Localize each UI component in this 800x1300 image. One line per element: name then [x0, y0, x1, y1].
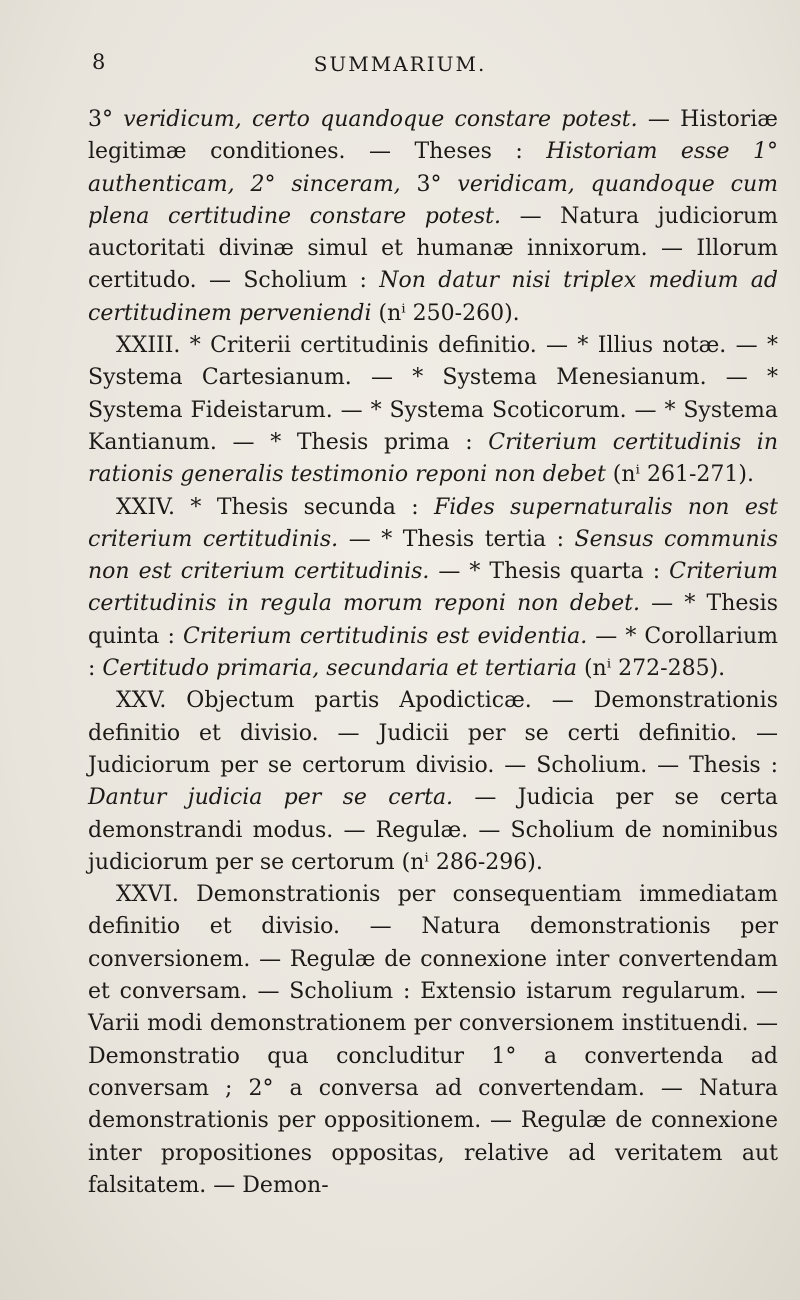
paragraph-xxiv [88, 492, 778, 686]
italic-text-segment: Criterium certitudinis in regula morum reponi non debet. [88, 559, 778, 617]
italic-text-segment: Criterium certitudinis est evidentia. [182, 623, 588, 649]
text-segment: (nⁱ 250-260). [371, 300, 520, 326]
text-segment: (nⁱ 261-271). [605, 462, 754, 488]
page-header [0, 46, 800, 86]
text-segment: — Judicia per se certa demonstrandi modus. — Regulæ. — Scholium de nominibus judiciorum per se certorum (nⁱ 286-296). [88, 785, 778, 875]
italic-text-segment: Non datur nisi triplex medium ad certitudinem perveniendi [88, 268, 778, 326]
text-segment: XXV. Objectum partis Apodicticæ. — Demonstrationis definitio et divisio. — Judicii per se certi definitio. — Judiciorum per se certorum divisio. — Scholium. — Thesis : [88, 688, 778, 778]
italic-text-segment: Fides supernaturalis non est criterium certitudinis. [88, 494, 778, 552]
text-segment: (nⁱ 272-285). [576, 656, 726, 682]
body-text [88, 104, 778, 1202]
text-segment: — Historiæ legitimæ conditiones. — Theses : [88, 107, 778, 165]
text-segment: 3° [400, 171, 458, 197]
paragraph-continuation [88, 104, 778, 330]
italic-text-segment: Certitudo primaria, secundaria et tertiaria [102, 656, 577, 682]
text-segment: — Natura judiciorum auctoritati divinæ simul et humanæ innixorum. — Illorum certitudo. — Scholium : [88, 203, 778, 294]
italic-text-segment: veridicum, certo quandoque constare potest. [123, 107, 638, 132]
text-segment: XXIV. * Thesis secunda : [116, 494, 435, 520]
text-segment: — * Thesis tertia : [338, 526, 575, 552]
italic-text-segment: Criterium certitudinis in rationis generalis testimonio reponi non debet [88, 429, 778, 488]
italic-text-segment: Historiam esse 1° authenticam, 2° sinceram, [88, 139, 778, 197]
text-segment: XXIII. * Criterii certitudinis definitio. — * Illius notæ. — * Systema Cartesianum. — * Systema Menesianum. — * Systema Fideistarum. — * Systema Scoticorum. — * Systema Kantianum. — * Thesis prima : [88, 333, 778, 455]
italic-text-segment: Sensus communis non est criterium certitudinis. [88, 526, 778, 585]
text-segment: — * Corollarium : [88, 623, 779, 682]
paragraph-xxv [88, 685, 778, 879]
italic-text-segment: Dantur judicia per se certa. [88, 785, 454, 811]
paragraph-xxiii [88, 330, 778, 491]
text-segment: — * Thesis quarta : [429, 559, 670, 585]
page-number: 8 [92, 50, 106, 74]
italic-text-segment: veridicam, quandoque cum plena certitudine constare potest. [88, 171, 778, 229]
paragraph-xxvi [88, 879, 778, 1202]
text-segment: 3° [88, 107, 124, 132]
text-segment: — * Thesis quinta : [88, 591, 778, 649]
running-head: SUMMARIUM. [313, 52, 487, 76]
text-segment: XXVI. Demonstrationis per consequentiam immediatam definitio et divisio. — Natura demonstrationis per conversionem. — Regulæ de connexione inter convertendam et conversam. — Scholium : Extensio istarum regularum. — Varii modi demonstrationem per conversionem instituendi. — Demonstratio qua concluditur 1° a convertenda ad conversam ; 2° a conversa ad convertendam. — Natura demonstrationis per oppositionem. — Regulæ de connexione inter propositiones oppositas, relative ad veritatem aut falsitatem. — Demon- [88, 882, 778, 1198]
